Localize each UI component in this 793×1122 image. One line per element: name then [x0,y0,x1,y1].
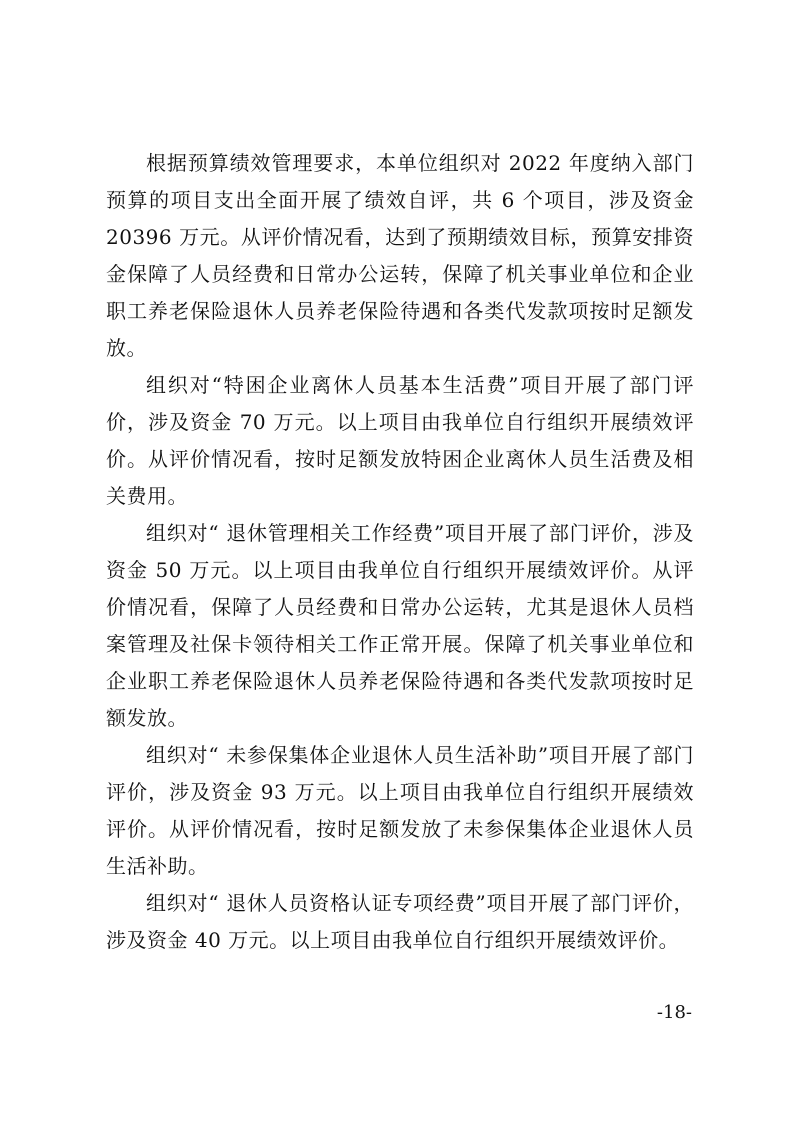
paragraph-qualification-certification: 组织对“ 退休人员资格认证专项经费”项目开展了部门评价，涉及资金 40 万元。以上项目由我单位自行组织开展绩效评价。 [106,891,694,952]
paragraph-retirement-management: 组织对“ 退休管理相关工作经费”项目开展了部门评价，涉及资金 50 万元。以上项目由我单位自行组织开展绩效评价。从评价情况看，保障了人员经费和日常办公运转，尤其是退休人员档案管理及社保卡领待相关工作正常开展。保障了机关事业单位和企业职工养老保险退休人员养老保险待遇和各类代发款项按时足额发放。 [106,521,694,730]
page-number: -18- [656,1002,692,1023]
document-body [106,145,694,959]
paragraph-overview: 根据预算绩效管理要求，本单位组织对 2022 年度纳入部门预算的项目支出全面开展了绩效自评，共 6 个项目，涉及资金 20396 万元。从评价情况看，达到了预期绩效目标，预算安排资金保障了人员经费和日常办公运转，保障了机关事业单位和企业职工养老保险退休人员养老保险待遇和各类代发款项按时足额发放。 [106,151,694,360]
paragraph-uninsured-subsidy: 组织对“ 未参保集体企业退休人员生活补助”项目开展了部门评价，涉及资金 93 万元。以上项目由我单位自行组织开展绩效评价。从评价情况看，按时足额发放了未参保集体企业退休人员生活补助。 [106,743,694,878]
paragraph-special-hardship: 组织对“特困企业离休人员基本生活费”项目开展了部门评价，涉及资金 70 万元。以上项目由我单位自行组织开展绩效评价。从评价情况看，按时足额发放特困企业离休人员生活费及相关费用。 [106,373,694,508]
